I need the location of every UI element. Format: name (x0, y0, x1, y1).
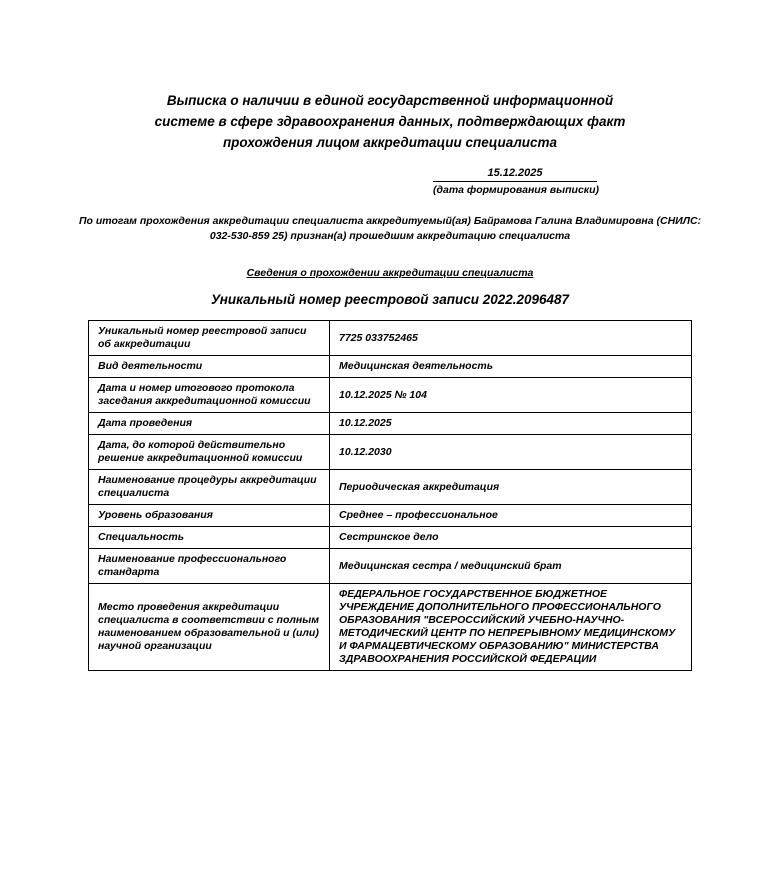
formation-date: 15.12.2025 (433, 167, 597, 182)
row-label: Наименование профессионального стандарта (89, 549, 330, 584)
document-title-line: прохождения лицом аккредитации специалиста (222, 135, 558, 150)
table-row (89, 413, 692, 435)
row-label: Вид деятельности (89, 356, 330, 378)
accreditation-table (88, 320, 692, 671)
table-row (89, 470, 692, 505)
row-value: 7725 033752465 (330, 321, 692, 356)
registry-number-heading: Уникальный номер реестровой записи 2022.2096487 (210, 292, 570, 307)
row-value: 10.12.2025 № 104 (330, 378, 692, 413)
row-label: Дата, до которой действительно решение аккредитационной комиссии (89, 435, 330, 470)
row-value: 10.12.2025 (330, 413, 692, 435)
formation-date-caption: (дата формирования выписки) (433, 184, 600, 196)
document-title (110, 90, 670, 153)
table-row (89, 549, 692, 584)
section-heading: Сведения о прохождении аккредитации специалиста (246, 267, 534, 279)
row-label: Место проведения аккредитации специалиста в соответствии с полным наименованием образовательной и (или) научной организации (89, 584, 330, 671)
row-value: Периодическая аккредитация (330, 470, 692, 505)
row-label: Уровень образования (89, 505, 330, 527)
table-row (89, 321, 692, 356)
formation-date-block (433, 167, 600, 196)
row-label: Специальность (89, 527, 330, 549)
row-value: Сестринское дело (330, 527, 692, 549)
row-value: Среднее – профессиональное (330, 505, 692, 527)
document-title-line: системе в сфере здравоохранения данных, подтверждающих факт (154, 114, 626, 129)
document-title-line: Выписка о наличии в единой государственной информационной (166, 93, 614, 108)
row-label: Уникальный номер реестровой записи об аккредитации (89, 321, 330, 356)
table-row (89, 505, 692, 527)
row-label: Дата и номер итогового протокола заседания аккредитационной комиссии (89, 378, 330, 413)
row-label: Наименование процедуры аккредитации специалиста (89, 470, 330, 505)
table-row (89, 435, 692, 470)
intro-line: По итогам прохождения аккредитации специалиста аккредитуемый(ая) Байрамова Галина Владимировна (СНИЛС: (78, 215, 702, 227)
row-value: 10.12.2030 (330, 435, 692, 470)
row-value: Медицинская сестра / медицинский брат (330, 549, 692, 584)
row-value: Медицинская деятельность (330, 356, 692, 378)
intro-line: 032-530-859 25) признан(а) прошедшим аккредитацию специалиста (209, 230, 571, 242)
row-label: Дата проведения (89, 413, 330, 435)
table-row (89, 378, 692, 413)
row-value: ФЕДЕРАЛЬНОЕ ГОСУДАРСТВЕННОЕ БЮДЖЕТНОЕ УЧРЕЖДЕНИЕ ДОПОЛНИТЕЛЬНОГО ПРОФЕССИОНАЛЬНОГО ОБРАЗОВАНИЯ "ВСЕРОССИЙСКИЙ УЧЕБНО-НАУЧНО-МЕТОДИЧЕСКИЙ ЦЕНТР ПО НЕПРЕРЫВНОМУ МЕДИЦИНСКОМУ И ФАРМАЦЕВТИЧЕСКОМУ ОБРАЗОВАНИЮ" МИНИСТЕРСТВА ЗДРАВООХРАНЕНИЯ РОССИЙСКОЙ ФЕДЕРАЦИИ (330, 584, 692, 671)
table-row (89, 356, 692, 378)
intro-paragraph (50, 214, 730, 244)
table-row (89, 584, 692, 671)
table-row (89, 527, 692, 549)
